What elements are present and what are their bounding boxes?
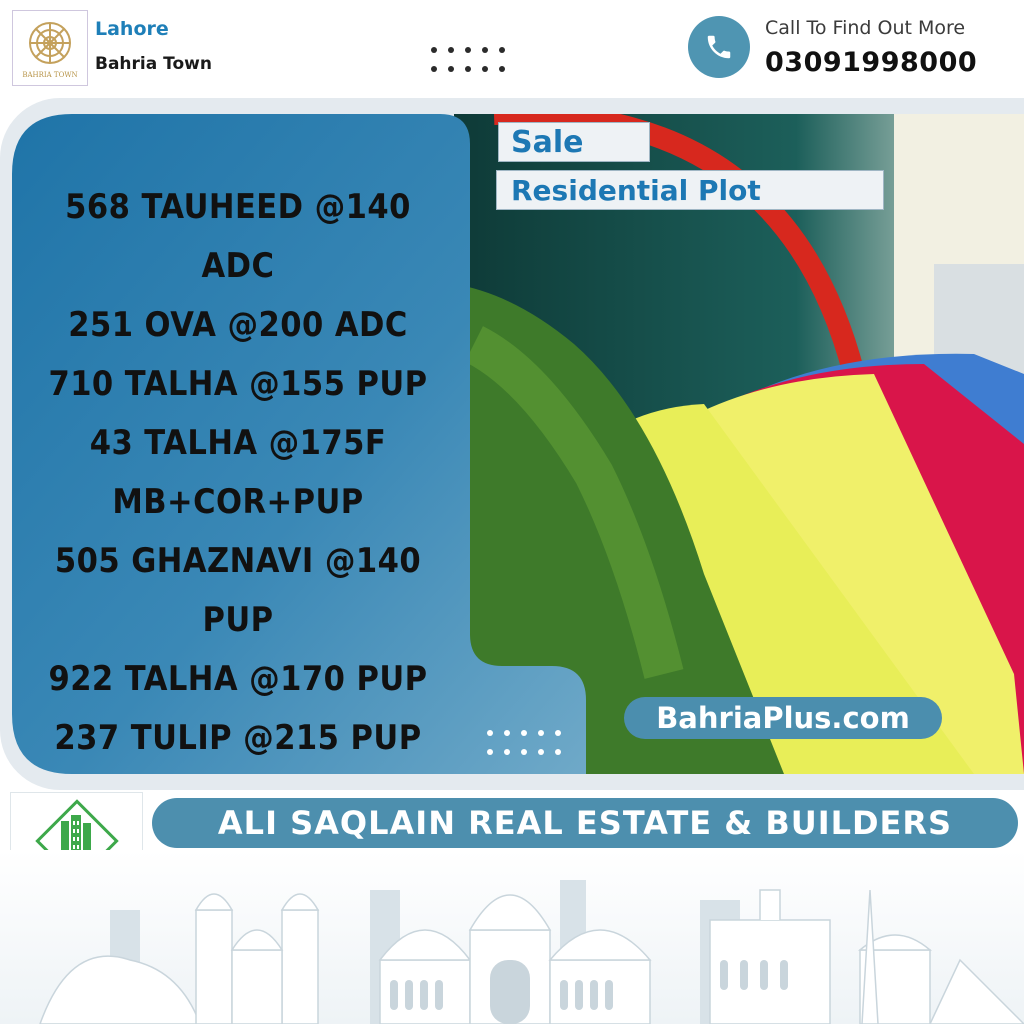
bahria-town-logo <box>12 10 88 86</box>
website-link[interactable]: BahriaPlus.com <box>624 697 942 739</box>
listing-line: 43 TALHA @175F <box>89 423 387 463</box>
listing-line: PUP <box>202 600 274 640</box>
listing-line: 922 TALHA @170 PUP <box>48 659 428 699</box>
phone-button[interactable] <box>688 16 750 78</box>
listing-line: 568 TAUHEED @140 ADC <box>65 187 411 286</box>
decorative-dots-top <box>431 47 505 72</box>
bahria-town-logo-icon <box>17 15 83 81</box>
listing-line: 237 TULIP @215 PUP <box>54 718 422 758</box>
listing-line: 505 GHAZNAVI @140 <box>54 541 422 581</box>
call-label: Call To Find Out More <box>765 17 966 39</box>
city-skyline-illustration <box>0 850 1024 1024</box>
phone-icon <box>704 32 734 62</box>
logo-caption: BAHRIA TOWN <box>22 71 78 79</box>
property-type-tag: Residential Plot <box>496 170 884 210</box>
agency-name-banner: ALI SAQLAIN REAL ESTATE & BUILDERS <box>152 798 1018 848</box>
decorative-dots-panel <box>487 730 561 755</box>
listing-line: 710 TALHA @155 PUP <box>48 364 428 404</box>
purpose-tag: Sale <box>498 122 650 162</box>
location-area: Bahria Town <box>95 54 212 74</box>
listing-line: 251 OVA @200 ADC <box>68 305 408 345</box>
listing-lines <box>20 178 456 768</box>
listing-line: MB+COR+PUP <box>112 482 364 522</box>
phone-number[interactable]: 03091998000 <box>765 47 978 78</box>
location-city: Lahore <box>95 18 169 40</box>
